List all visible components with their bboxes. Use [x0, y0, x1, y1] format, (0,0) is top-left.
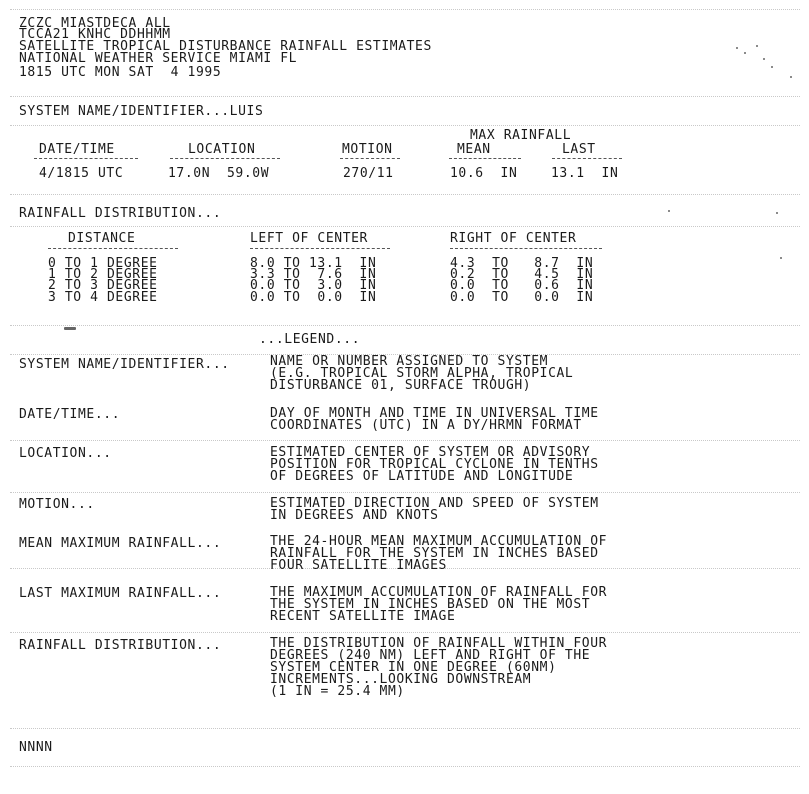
bulletin-title: SATELLITE TROPICAL DISTURBANCE RAINFALL ESTIMATES [19, 39, 432, 54]
cell-distance: 1 TO 2 DEGREE [48, 267, 158, 282]
scan-line [10, 9, 800, 10]
legend-definition-line: RAINFALL FOR THE SYSTEM IN INCHES BASED [270, 546, 599, 561]
scan-speck [780, 257, 782, 259]
col-header-distance: DISTANCE [68, 231, 136, 246]
legend-definition-line: DEGREES (240 NM) LEFT AND RIGHT OF THE [270, 648, 591, 663]
end-marker: NNNN [19, 740, 53, 755]
legend-definition-line: THE MAXIMUM ACCUMULATION OF RAINFALL FOR [270, 585, 608, 600]
scan-speck [736, 47, 738, 49]
cell-last-rainfall: 13.1 IN [551, 166, 619, 181]
legend-term: MEAN MAXIMUM RAINFALL... [19, 536, 222, 551]
header-underline [450, 248, 602, 249]
legend-term: LAST MAXIMUM RAINFALL... [19, 586, 222, 601]
legend-definition-line: (1 IN = 25.4 MM) [270, 684, 405, 699]
cell-left-range: 0.0 TO 0.0 IN [250, 290, 377, 305]
header-underline [552, 158, 622, 159]
legend-definition-line: ESTIMATED DIRECTION AND SPEED OF SYSTEM [270, 496, 599, 511]
cell-right-range: 0.0 TO 0.6 IN [450, 278, 594, 293]
legend-term: SYSTEM NAME/IDENTIFIER... [19, 357, 230, 372]
scan-line [10, 440, 800, 441]
cell-location: 17.0N 59.0W [168, 166, 270, 181]
issuing-office: NATIONAL WEATHER SERVICE MIAMI FL [19, 51, 298, 66]
col-header-motion: MOTION [342, 142, 393, 157]
scan-line [10, 766, 800, 767]
header-line: TCCA21 KNHC DDHHMM [19, 27, 171, 42]
legend-definition-line: SYSTEM CENTER IN ONE DEGREE (60NM) [270, 660, 557, 675]
legend-definition-line: POSITION FOR TROPICAL CYCLONE IN TENTHS [270, 457, 599, 472]
legend-definition-line: THE SYSTEM IN INCHES BASED ON THE MOST [270, 597, 591, 612]
cell-right-range: 4.3 TO 8.7 IN [450, 256, 594, 271]
cell-left-range: 3.3 TO 7.6 IN [250, 267, 377, 282]
legend-definition-line: (E.G. TROPICAL STORM ALPHA, TROPICAL [270, 366, 574, 381]
scan-line [10, 728, 800, 729]
legend-term: RAINFALL DISTRIBUTION... [19, 638, 222, 653]
issue-time: 1815 UTC MON SAT 4 1995 [19, 65, 222, 80]
max-rainfall-title: MAX RAINFALL [470, 128, 572, 143]
col-header-right: RIGHT OF CENTER [450, 231, 577, 246]
header-underline [340, 158, 400, 159]
scan-line [10, 125, 800, 126]
distribution-title: RAINFALL DISTRIBUTION... [19, 206, 222, 221]
legend-definition-line: COORDINATES (UTC) IN A DY/HRMN FORMAT [270, 418, 582, 433]
header-underline [170, 158, 280, 159]
cell-distance: 0 TO 1 DEGREE [48, 256, 158, 271]
scan-line [10, 96, 800, 97]
scan-speck [763, 58, 765, 60]
legend-definition-line: THE DISTRIBUTION OF RAINFALL WITHIN FOUR [270, 636, 608, 651]
scan-speck [64, 327, 76, 330]
cell-right-range: 0.0 TO 0.0 IN [450, 290, 594, 305]
scan-line [10, 632, 800, 633]
legend-term: LOCATION... [19, 446, 112, 461]
cell-right-range: 0.2 TO 4.5 IN [450, 267, 594, 282]
legend-definition-line: ESTIMATED CENTER OF SYSTEM OR ADVISORY [270, 445, 591, 460]
scan-line [10, 194, 800, 195]
legend-term: MOTION... [19, 497, 95, 512]
legend-term: DATE/TIME... [19, 407, 121, 422]
header-underline [48, 248, 178, 249]
scan-speck [790, 76, 792, 78]
legend-definition-line: OF DEGREES OF LATITUDE AND LONGITUDE [270, 469, 574, 484]
legend-definition-line: RECENT SATELLITE IMAGE [270, 609, 456, 624]
header-line: ZCZC MIASTDECA ALL [19, 16, 171, 31]
header-underline [250, 248, 390, 249]
scan-line [10, 226, 800, 227]
cell-mean-rainfall: 10.6 IN [450, 166, 518, 181]
scan-speck [776, 212, 778, 214]
col-header-last: LAST [562, 142, 596, 157]
cell-left-range: 8.0 TO 13.1 IN [250, 256, 377, 271]
cell-motion: 270/11 [343, 166, 394, 181]
legend-definition-line: THE 24-HOUR MEAN MAXIMUM ACCUMULATION OF [270, 534, 608, 549]
cell-distance: 3 TO 4 DEGREE [48, 290, 158, 305]
cell-distance: 2 TO 3 DEGREE [48, 278, 158, 293]
legend-definition-line: IN DEGREES AND KNOTS [270, 508, 439, 523]
legend-definition-line: DAY OF MONTH AND TIME IN UNIVERSAL TIME [270, 406, 599, 421]
legend-definition-line: DISTURBANCE 01, SURFACE TROUGH) [270, 378, 532, 393]
scan-line [10, 325, 800, 326]
scan-speck [756, 45, 758, 47]
col-header-location: LOCATION [188, 142, 256, 157]
legend-definition-line: INCREMENTS...LOOKING DOWNSTREAM [270, 672, 532, 687]
legend-title: ...LEGEND... [259, 332, 361, 347]
cell-datetime: 4/1815 UTC [39, 166, 124, 181]
col-header-mean: MEAN [457, 142, 491, 157]
header-underline [34, 158, 138, 159]
header-underline [449, 158, 521, 159]
col-header-datetime: DATE/TIME [39, 142, 115, 157]
col-header-left: LEFT OF CENTER [250, 231, 368, 246]
scan-line [10, 492, 800, 493]
scan-speck [744, 52, 746, 54]
scan-speck [668, 210, 670, 212]
legend-definition-line: NAME OR NUMBER ASSIGNED TO SYSTEM [270, 354, 549, 369]
scan-speck [771, 66, 773, 68]
system-identifier: SYSTEM NAME/IDENTIFIER...LUIS [19, 104, 264, 119]
cell-left-range: 0.0 TO 3.0 IN [250, 278, 377, 293]
legend-definition-line: FOUR SATELLITE IMAGES [270, 558, 447, 573]
